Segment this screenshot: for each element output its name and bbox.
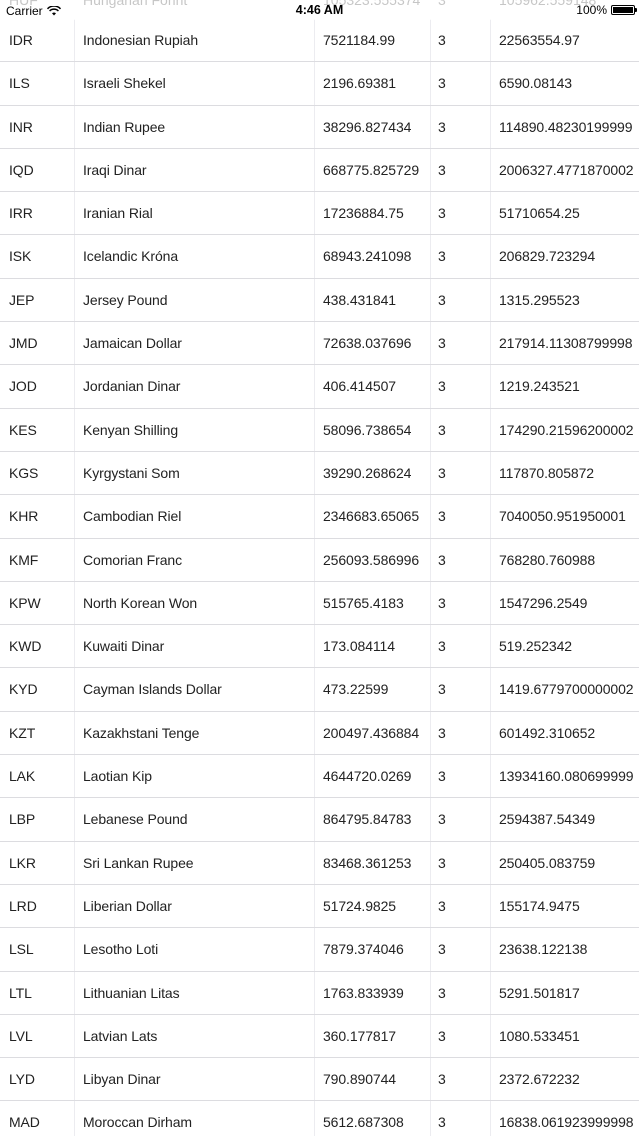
currency-code: KHR bbox=[9, 508, 39, 525]
currency-quantity: 3 bbox=[438, 205, 446, 222]
currency-total: 5291.501817 bbox=[499, 984, 580, 1001]
currency-total: 768280.760988 bbox=[499, 551, 596, 568]
currency-quantity: 3 bbox=[438, 1114, 446, 1131]
currency-total: 1547296.2549 bbox=[499, 594, 588, 611]
currency-name: Moroccan Dirham bbox=[83, 1114, 192, 1131]
table-row[interactable] bbox=[0, 409, 639, 452]
currency-rate: 68943.241098 bbox=[323, 248, 412, 265]
currency-total: 13934160.080699999 bbox=[499, 768, 634, 785]
currency-total: 2372.672232 bbox=[499, 1071, 580, 1088]
currency-quantity: 3 bbox=[438, 854, 446, 871]
currency-code: LBP bbox=[9, 811, 36, 828]
currency-name: Lithuanian Litas bbox=[83, 984, 180, 1001]
currency-code: KMF bbox=[9, 551, 39, 568]
currency-code: KGS bbox=[9, 464, 39, 481]
currency-total: 1219.243521 bbox=[499, 378, 580, 395]
table-row[interactable] bbox=[0, 322, 639, 365]
currency-name: Laotian Kip bbox=[83, 768, 152, 785]
currency-name: North Korean Won bbox=[83, 594, 198, 611]
currency-name: Icelandic Króna bbox=[83, 248, 179, 265]
battery-group bbox=[576, 3, 635, 17]
currency-rate: 473.22599 bbox=[323, 681, 389, 698]
currency-code: JOD bbox=[9, 378, 37, 395]
currency-name: Sri Lankan Rupee bbox=[83, 854, 194, 871]
currency-total: 22563554.97 bbox=[499, 32, 580, 48]
battery-percentage: 100% bbox=[576, 3, 607, 17]
currency-name: Kyrgystani Som bbox=[83, 464, 180, 481]
currency-name: Cayman Islands Dollar bbox=[83, 681, 222, 698]
table-row[interactable] bbox=[0, 1101, 639, 1136]
table-row[interactable] bbox=[0, 19, 639, 62]
currency-quantity: 3 bbox=[438, 291, 446, 308]
currency-total: 1080.533451 bbox=[499, 1027, 580, 1044]
currency-total: 2594387.54349 bbox=[499, 811, 596, 828]
table-row[interactable] bbox=[0, 712, 639, 755]
currency-name: Jersey Pound bbox=[83, 291, 168, 308]
currency-code: KZT bbox=[9, 724, 36, 741]
currency-total: 7040050.951950001 bbox=[499, 508, 626, 525]
currency-name: Indian Rupee bbox=[83, 118, 166, 135]
currency-code: LTL bbox=[9, 984, 32, 1001]
currency-quantity: 3 bbox=[438, 638, 446, 655]
currency-quantity: 3 bbox=[438, 941, 446, 958]
currency-code: IRR bbox=[9, 205, 33, 222]
table-row[interactable] bbox=[0, 192, 639, 235]
currency-name: Comorian Franc bbox=[83, 551, 182, 568]
table-row[interactable] bbox=[0, 279, 639, 322]
table-row[interactable] bbox=[0, 582, 639, 625]
currency-rate: 72638.037696 bbox=[323, 335, 412, 352]
currency-quantity: 3 bbox=[438, 551, 446, 568]
currency-code: LAK bbox=[9, 768, 36, 785]
currency-quantity: 3 bbox=[438, 248, 446, 265]
table-row[interactable] bbox=[0, 972, 639, 1015]
currency-rate: 668775.825729 bbox=[323, 161, 420, 178]
currency-quantity: 3 bbox=[438, 1027, 446, 1044]
currency-rate: 7879.374046 bbox=[323, 941, 404, 958]
currency-rate: 38296.827434 bbox=[323, 118, 412, 135]
currency-quantity: 3 bbox=[438, 768, 446, 785]
currency-code: KES bbox=[9, 421, 37, 438]
currency-total: 217914.11308799998 bbox=[499, 335, 633, 352]
currency-code: INR bbox=[9, 118, 33, 135]
currency-quantity: 3 bbox=[438, 464, 446, 481]
currency-code: LSL bbox=[9, 941, 34, 958]
currency-rate: 83468.361253 bbox=[323, 854, 412, 871]
currency-code: LRD bbox=[9, 897, 37, 914]
carrier-label: Carrier bbox=[6, 4, 43, 18]
currency-name: Kuwaiti Dinar bbox=[83, 638, 165, 655]
currency-name: Indonesian Rupiah bbox=[83, 32, 199, 48]
currency-rate: 39290.268624 bbox=[323, 464, 412, 481]
table-row[interactable] bbox=[0, 625, 639, 668]
table-row[interactable] bbox=[0, 539, 639, 582]
currency-name: Latvian Lats bbox=[83, 1027, 158, 1044]
currency-name: Iraqi Dinar bbox=[83, 161, 147, 178]
currency-quantity: 3 bbox=[438, 594, 446, 611]
currency-rate: 360.177817 bbox=[323, 1027, 396, 1044]
table-row[interactable] bbox=[0, 452, 639, 495]
table-row[interactable] bbox=[0, 495, 639, 538]
currency-total: 23638.122138 bbox=[499, 941, 588, 958]
currency-quantity: 3 bbox=[438, 118, 446, 135]
currency-rate: 790.890744 bbox=[323, 1071, 396, 1088]
currency-quantity: 3 bbox=[438, 508, 446, 525]
currency-code: KYD bbox=[9, 681, 38, 698]
currency-rate: 2196.69381 bbox=[323, 75, 396, 92]
currency-name: Kazakhstani Tenge bbox=[83, 724, 200, 741]
currency-quantity: 3 bbox=[438, 1071, 446, 1088]
currency-rate: 51724.9825 bbox=[323, 897, 396, 914]
currency-total: 519.252342 bbox=[499, 638, 572, 655]
currency-code: MAD bbox=[9, 1114, 40, 1131]
table-row[interactable] bbox=[0, 62, 639, 105]
currency-code: LKR bbox=[9, 854, 36, 871]
currency-quantity: 3 bbox=[438, 161, 446, 178]
currency-quantity: 3 bbox=[438, 811, 446, 828]
currency-total: 174290.21596200002 bbox=[499, 421, 634, 438]
currency-code: IQD bbox=[9, 161, 34, 178]
currency-quantity: 3 bbox=[438, 724, 446, 741]
currency-name: Iranian Rial bbox=[83, 205, 153, 222]
currency-name: Jordanian Dinar bbox=[83, 378, 181, 395]
currency-code: JMD bbox=[9, 335, 38, 352]
currency-rate: 173.084114 bbox=[323, 638, 395, 655]
table-row[interactable] bbox=[0, 885, 639, 928]
currency-code: ISK bbox=[9, 248, 32, 265]
currency-rate: 438.431841 bbox=[323, 291, 396, 308]
status-time: 4:46 AM bbox=[295, 3, 344, 17]
currency-code: ILS bbox=[9, 75, 30, 92]
currency-table bbox=[0, 19, 639, 1136]
table-row[interactable] bbox=[0, 798, 639, 841]
currency-total: 1315.295523 bbox=[499, 291, 580, 308]
currency-quantity: 3 bbox=[438, 75, 446, 92]
currency-rate: 864795.84783 bbox=[323, 811, 412, 828]
currency-code: JEP bbox=[9, 291, 35, 308]
currency-rate: 406.414507 bbox=[323, 378, 396, 395]
currency-rate: 7521184.99 bbox=[323, 32, 395, 48]
currency-total: 117870.805872 bbox=[499, 464, 594, 481]
currency-rate: 17236884.75 bbox=[323, 205, 404, 222]
table-row[interactable] bbox=[0, 755, 639, 798]
currency-code: KWD bbox=[9, 638, 42, 655]
currency-total: 1419.6779700000002 bbox=[499, 681, 634, 698]
currency-total: 250405.083759 bbox=[499, 854, 596, 871]
currency-name: Jamaican Dollar bbox=[83, 335, 182, 352]
currency-total: 16838.061923999998 bbox=[499, 1114, 634, 1131]
currency-name: Liberian Dollar bbox=[83, 897, 172, 914]
currency-rate: 58096.738654 bbox=[323, 421, 412, 438]
currency-quantity: 3 bbox=[438, 335, 446, 352]
currency-name: Israeli Shekel bbox=[83, 75, 166, 92]
currency-name: Kenyan Shilling bbox=[83, 421, 179, 438]
currency-name: Libyan Dinar bbox=[83, 1071, 161, 1088]
table-row[interactable] bbox=[0, 928, 639, 971]
currency-total: 206829.723294 bbox=[499, 248, 596, 265]
currency-total: 114890.48230199999 bbox=[499, 118, 633, 135]
currency-rate: 256093.586996 bbox=[323, 551, 420, 568]
currency-rate: 200497.436884 bbox=[323, 724, 420, 741]
currency-code: IDR bbox=[9, 32, 33, 48]
currency-rate: 515765.4183 bbox=[323, 594, 404, 611]
currency-rate: 2346683.65065 bbox=[323, 508, 420, 525]
currency-name: Cambodian Riel bbox=[83, 508, 182, 525]
currency-rate: 5612.687308 bbox=[323, 1114, 404, 1131]
battery-icon bbox=[611, 5, 635, 15]
currency-name: Lesotho Loti bbox=[83, 941, 159, 958]
currency-code: LYD bbox=[9, 1071, 35, 1088]
currency-quantity: 3 bbox=[438, 32, 446, 48]
currency-quantity: 3 bbox=[438, 378, 446, 395]
currency-quantity: 3 bbox=[438, 421, 446, 438]
status-bar bbox=[0, 0, 639, 20]
currency-rate: 1763.833939 bbox=[323, 984, 404, 1001]
currency-code: KPW bbox=[9, 594, 41, 611]
table-row[interactable] bbox=[0, 1058, 639, 1101]
battery-fill bbox=[613, 7, 633, 13]
currency-code: LVL bbox=[9, 1027, 33, 1044]
table-row[interactable] bbox=[0, 149, 639, 192]
currency-quantity: 3 bbox=[438, 897, 446, 914]
currency-total: 2006327.4771870002 bbox=[499, 161, 634, 178]
currency-rate: 4644720.0269 bbox=[323, 768, 412, 785]
table-row[interactable] bbox=[0, 668, 639, 711]
currency-name: Lebanese Pound bbox=[83, 811, 188, 828]
table-row[interactable] bbox=[0, 842, 639, 885]
table-row[interactable] bbox=[0, 1015, 639, 1058]
currency-total: 155174.9475 bbox=[499, 897, 580, 914]
currency-quantity: 3 bbox=[438, 984, 446, 1001]
currency-total: 51710654.25 bbox=[499, 205, 580, 222]
currency-total: 601492.310652 bbox=[499, 724, 596, 741]
currency-total: 6590.08143 bbox=[499, 75, 572, 92]
currency-quantity: 3 bbox=[438, 681, 446, 698]
table-row[interactable] bbox=[0, 235, 639, 278]
table-row[interactable] bbox=[0, 365, 639, 408]
table-row[interactable] bbox=[0, 106, 639, 149]
